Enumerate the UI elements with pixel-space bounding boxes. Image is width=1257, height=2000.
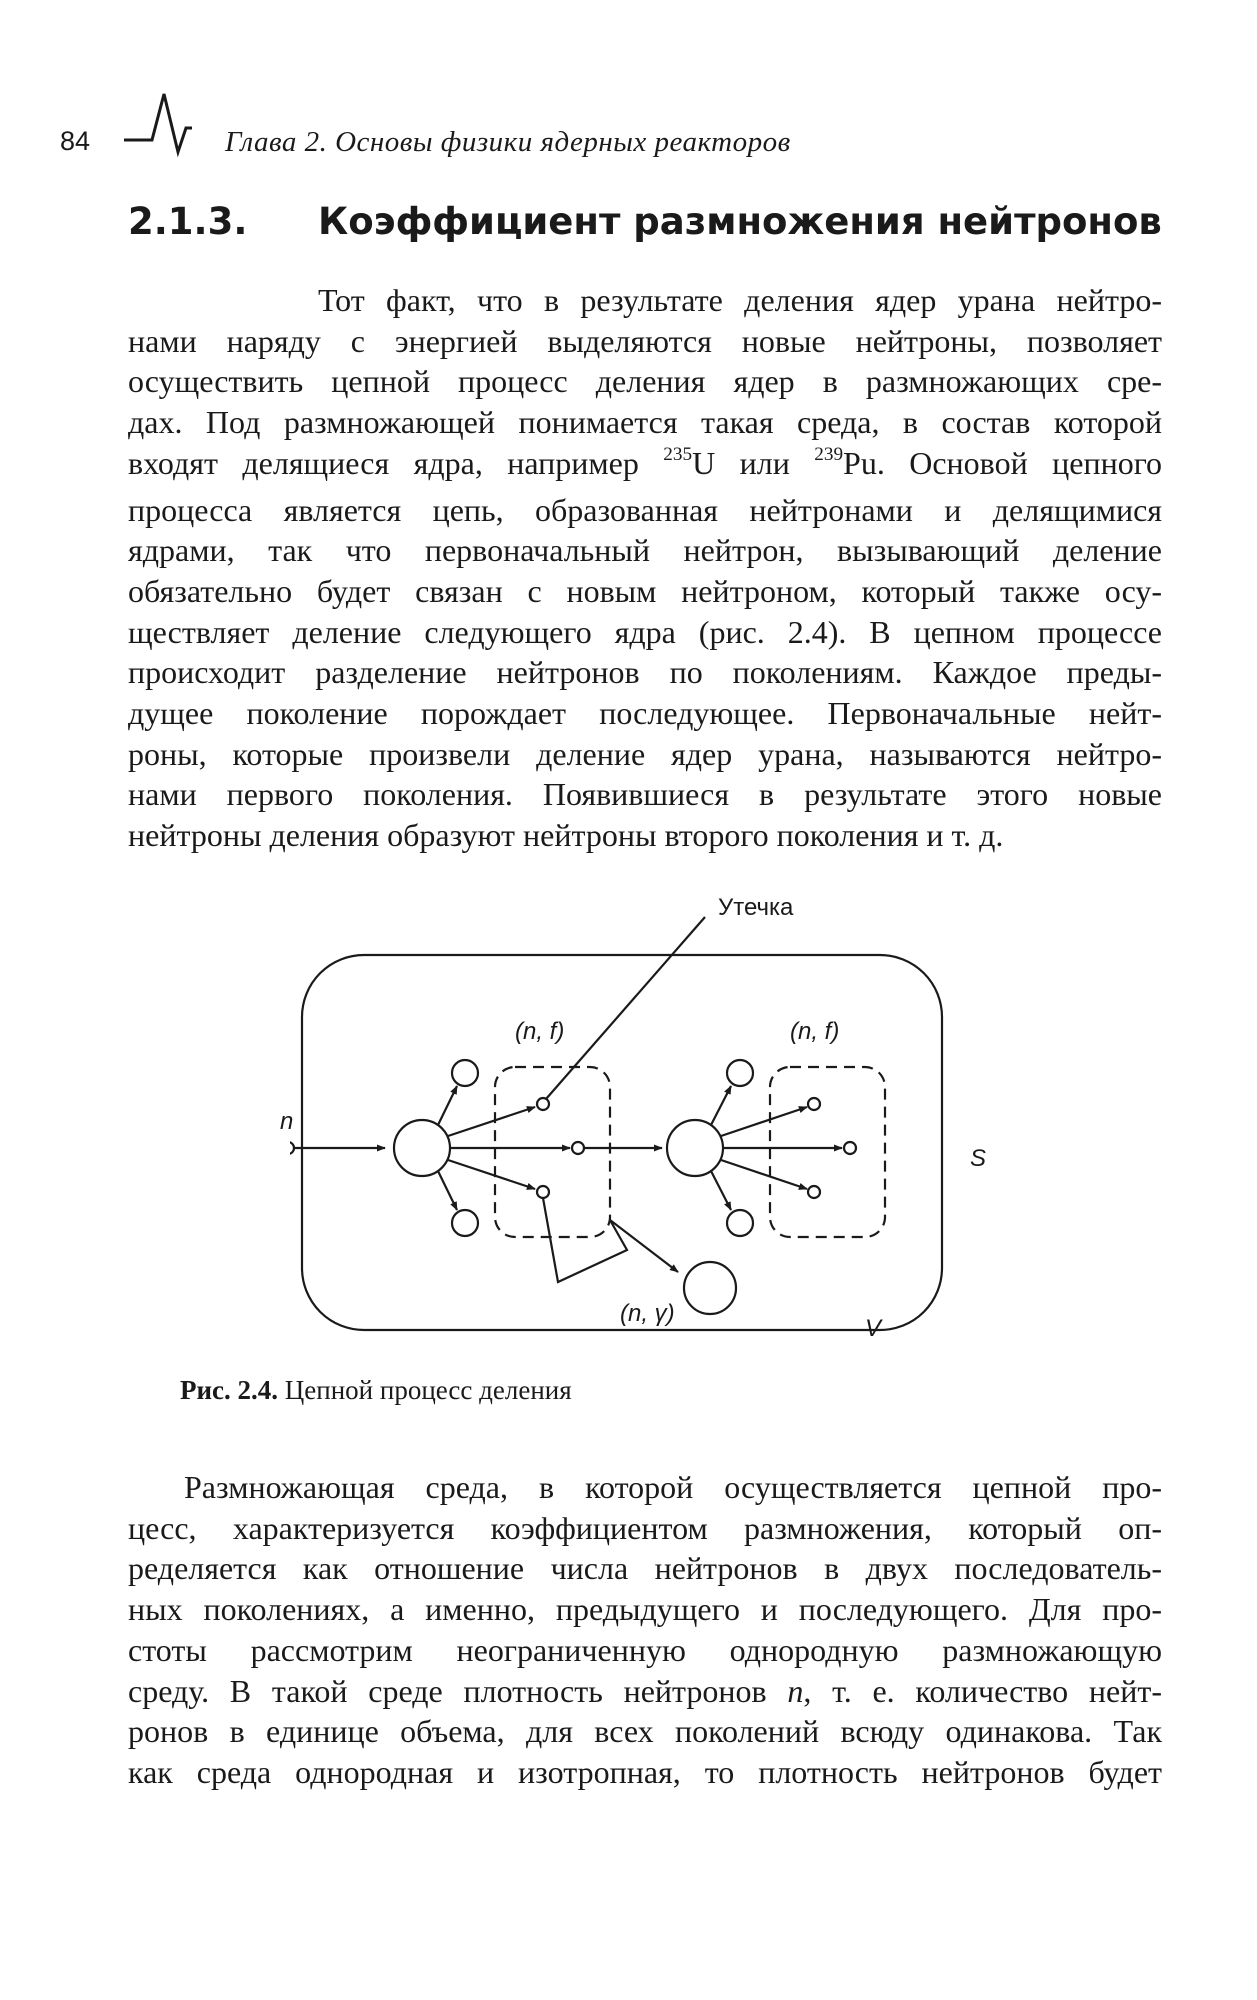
isotope-mass-235: 235 — [663, 444, 693, 466]
text-line — [128, 1671, 1162, 1712]
text-line: нами первого поколения. Появившиеся в результате этого новые — [128, 776, 1162, 813]
capture-nucleus — [684, 1262, 736, 1314]
fission-zone-2 — [770, 1067, 885, 1237]
caption-number: Рис. 2.4. — [180, 1375, 279, 1405]
neutron-path — [711, 1171, 731, 1210]
neutron-label: n — [280, 1108, 294, 1135]
text-line: дах. Под размножающей понимается такая среда, в состав которой — [128, 404, 1162, 441]
surface-label: S — [970, 1145, 987, 1172]
text-line: ществляет деление следующего ядра (рис. 2.4). В цепном процессе — [128, 613, 1162, 650]
text-line: нами наряду с энергией выделяются новые нейтроны, позволяет — [128, 322, 1162, 359]
text-line: нейтроны деления образуют нейтроны второго поколения и т. д. — [128, 817, 1004, 854]
neutron-path — [448, 1160, 535, 1189]
emitted-neutron-top — [452, 1060, 478, 1086]
paragraph-intro — [128, 280, 1162, 856]
text-line: роны, которые произвели деление ядер урана, называются нейтро- — [128, 735, 1162, 772]
section-heading — [128, 200, 1162, 243]
text-run: U или — [692, 444, 815, 481]
text-line: Размножающая среда, в которой осуществляется цепной про- — [184, 1469, 1162, 1505]
fissioning-nucleus-1 — [394, 1120, 450, 1176]
fission-label-1: (n, f) — [515, 1018, 565, 1045]
text-line: ределяется как отношение числа нейтронов в двух последователь- — [128, 1550, 1162, 1587]
text-run: , т. е. количество нейт- — [803, 1672, 1163, 1709]
section-number: 2.1.3. — [128, 200, 248, 243]
neutron-path — [721, 1107, 807, 1136]
fission-neutron — [537, 1186, 549, 1198]
pulse-icon — [122, 88, 212, 158]
text-line: ядрами, так что первоначальный нейтрон, вызывающий деление — [128, 532, 1162, 569]
chain-reaction-diagram — [290, 880, 990, 1350]
leak-line — [546, 917, 705, 1099]
fission-neutron — [844, 1142, 856, 1154]
capture-path — [543, 1198, 678, 1282]
neutron-path — [438, 1086, 457, 1125]
text-line: как среда однородная и изотропная, то плотность нейтронов будет — [128, 1753, 1162, 1790]
section-title: Коэффициент размножения нейтронов — [318, 200, 1162, 243]
neutron-path — [711, 1086, 731, 1125]
text-line: Тот факт, что в результате деления ядер урана нейтро- — [318, 282, 1162, 318]
text-line: процесса является цепь, образованная нейтронами и делящимися — [128, 491, 1162, 528]
text-run: входят делящиеся ядра, например — [128, 444, 664, 481]
volume-label: V — [865, 1315, 882, 1342]
fissioning-nucleus-2 — [667, 1120, 723, 1176]
neutron-path — [438, 1171, 457, 1210]
emitted-neutron-top — [727, 1060, 753, 1086]
neutron-path — [448, 1107, 535, 1136]
paragraph-multiplication — [128, 1467, 1162, 1793]
text-line: происходит разделение нейтронов по поколениям. Каждое преды- — [128, 654, 1162, 691]
text-line: цесс, характеризуется коэффициентом размножения, который оп- — [128, 1509, 1162, 1546]
text-line: ных поколениях, а именно, предыдущего и последующего. Для про- — [128, 1591, 1162, 1628]
emitted-neutron-bottom — [727, 1210, 753, 1236]
fission-label-2: (n, f) — [790, 1018, 840, 1045]
text-line: ронов в единице объема, для всех поколений всюду одинакова. Так — [128, 1713, 1162, 1750]
fission-neutron — [808, 1186, 820, 1198]
chain-reaction-figure — [280, 880, 990, 1350]
incident-neutron — [290, 1142, 294, 1154]
page-number: 84 — [60, 126, 91, 156]
text-run: среду. В такой среде плотность нейтронов — [128, 1672, 788, 1709]
text-line: осуществить цепной процесс деления ядер в размножающих сре- — [128, 363, 1162, 400]
text-line: обязательно будет связан с новым нейтроном, который также осу- — [128, 572, 1162, 609]
leak-label: Утечка — [718, 894, 794, 921]
capture-label: (n, γ) — [620, 1300, 675, 1327]
neutron-path — [721, 1160, 807, 1189]
fission-neutron — [572, 1142, 584, 1154]
text-run: Pu. Основой цепного — [843, 444, 1163, 481]
emitted-neutron-bottom — [452, 1210, 478, 1236]
figure-caption — [180, 1375, 572, 1406]
density-symbol: n — [787, 1672, 804, 1709]
fission-neutron — [537, 1098, 549, 1110]
page-header — [60, 88, 1160, 158]
isotope-mass-239: 239 — [814, 444, 844, 466]
text-line — [128, 443, 1162, 490]
fission-neutron — [808, 1098, 820, 1110]
caption-text: Цепной процесс деления — [278, 1375, 572, 1405]
text-line: дущее поколение порождает последующее. Первоначальные нейт- — [128, 695, 1162, 732]
running-head: Глава 2. Основы физики ядерных реакторов — [225, 126, 791, 158]
text-line: стоты рассмотрим неограниченную однородную размножающую — [128, 1631, 1162, 1668]
